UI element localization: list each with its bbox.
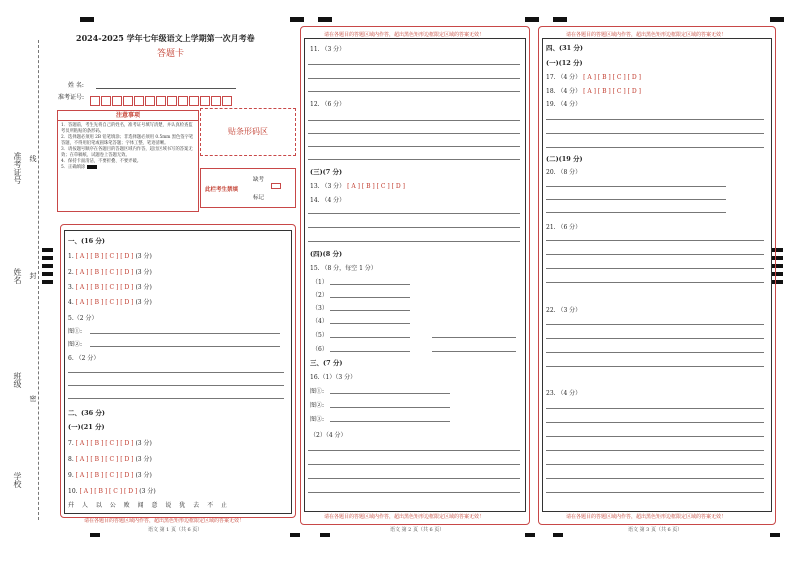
answer-line[interactable] (546, 147, 764, 148)
column2-inner (304, 38, 526, 512)
absent-mark-2: 标记 (253, 195, 265, 201)
alignment-mark (290, 533, 300, 537)
label-line: 线 (29, 155, 37, 162)
q21: 21. （6 分） (546, 224, 582, 231)
q16-img3: 图③: (310, 416, 325, 423)
answer-line[interactable] (432, 351, 516, 352)
label-exam-no: 准考证号 (13, 152, 22, 184)
section-3: (三)(7 分) (310, 168, 343, 176)
answer-line[interactable] (546, 492, 764, 493)
label-school: 学校 (13, 472, 22, 488)
blank-2: （2） (312, 292, 328, 299)
answer-line[interactable] (546, 240, 764, 241)
q5-img1: 图①: (68, 328, 83, 335)
q17[interactable]: 17. （4 分） [ A ] [ B ] [ C ] [ D ] (546, 74, 641, 81)
absent-label: 此栏考生禁填 (205, 187, 239, 193)
notes-title: 注意事项 (58, 111, 198, 121)
blank-3: （3） (312, 305, 328, 312)
q16-img1: 图①: (310, 388, 325, 395)
q3[interactable]: 3. [ A ] [ B ] [ C ] [ D ] (3 分) (68, 284, 152, 291)
alignment-mark (770, 17, 784, 22)
alignment-mark (90, 533, 100, 537)
q5-img2: 图②: (68, 341, 83, 348)
alignment-mark (42, 248, 53, 252)
alignment-mark (42, 264, 53, 268)
column3-inner (542, 38, 772, 512)
answer-line[interactable] (546, 436, 764, 437)
label-class: 班级 (13, 372, 22, 388)
id-label: 准考证号: (58, 94, 85, 101)
answer-line[interactable] (546, 450, 764, 451)
answer-line[interactable] (308, 64, 520, 65)
barcode-label: 贴条形码区 (228, 127, 268, 136)
footer-3: 语文 第 3 页（共 6 页） (628, 527, 683, 533)
answer-line[interactable] (546, 282, 764, 283)
answer-line[interactable] (330, 297, 410, 298)
section-6-sub1: (一)(12 分) (546, 59, 583, 67)
answer-line[interactable] (90, 346, 280, 347)
answer-line[interactable] (546, 422, 764, 423)
q7[interactable]: 7. [ A ] [ B ] [ C ] [ D ] (3 分) (68, 440, 152, 447)
section-1: 一、(16 分) (68, 237, 105, 245)
answer-line[interactable] (546, 464, 764, 465)
label-name: 姓名 (13, 268, 22, 284)
q16: 16.（1）（3 分） (310, 374, 357, 381)
alignment-mark (42, 280, 53, 284)
alignment-mark (318, 17, 332, 22)
warning-1: 请在各题目的答题区域内作答，超出黑色矩形边框限定区域的答案无效！ (84, 518, 245, 524)
q5: 5.（2 分） (68, 315, 98, 322)
answer-line[interactable] (68, 372, 284, 373)
answer-line[interactable] (546, 268, 764, 269)
answer-line[interactable] (546, 408, 764, 409)
note-item: 2．选择题必须用 2B 铅笔填涂；非选择题必须用 0.5mm 黑色签字笔答题，不得用铅笔或圆珠笔答题；字体工整、笔迹清晰。 (61, 135, 194, 146)
section-6: 四、(31 分) (546, 44, 583, 52)
name-label: 姓 名: (68, 82, 84, 89)
answer-line[interactable] (546, 324, 764, 325)
warning-2a: 请在各题目的答题区域内作答，超出黑色矩形边框限定区域的答案无效！ (324, 32, 485, 38)
note-item: 3．请按题号顺序在各题目的答题区域内作答，超出区域书写的答案无效；在草稿纸、试题卷上答题无效。 (61, 147, 193, 158)
q13[interactable]: 13. （3 分） [ A ] [ B ] [ C ] [ D ] (310, 183, 405, 190)
q2[interactable]: 2. [ A ] [ B ] [ C ] [ D ] (3 分) (68, 269, 152, 276)
answer-line[interactable] (308, 478, 520, 479)
warning-2b: 请在各题目的答题区域内作答，超出黑色矩形边框限定区域的答案无效！ (324, 514, 485, 520)
absent-box (200, 168, 296, 208)
alignment-mark (770, 533, 780, 537)
answer-line[interactable] (546, 186, 726, 187)
q20: 20. （8 分） (546, 169, 582, 176)
page-title: 2024-2025 学年七年级语文上学期第一次月考卷 (76, 33, 255, 43)
page-subtitle: 答题卡 (157, 49, 185, 59)
note-item: 4．保持卡面清洁，不要折叠、不要弄破。 (61, 159, 142, 164)
answer-line[interactable] (330, 421, 450, 422)
section-2-sub1: (一)(21 分) (68, 423, 105, 431)
answer-line[interactable] (330, 351, 410, 352)
section-4: (四)(8 分) (310, 250, 343, 258)
answer-line[interactable] (546, 352, 764, 353)
q23: 23. （4 分） (546, 390, 582, 397)
q8[interactable]: 8. [ A ] [ B ] [ C ] [ D ] (3 分) (68, 456, 152, 463)
section-6-sub2: (二)(19 分) (546, 155, 583, 163)
alignment-mark (42, 272, 53, 276)
q16-img2: 图②: (310, 402, 325, 409)
answer-line[interactable] (68, 385, 284, 386)
absent-checkbox[interactable] (271, 183, 281, 189)
answer-line[interactable] (432, 337, 516, 338)
q9[interactable]: 9. [ A ] [ B ] [ C ] [ D ] (3 分) (68, 472, 152, 479)
q1[interactable]: 1. [ A ] [ B ] [ C ] [ D ] (3 分) (68, 253, 152, 260)
id-boxes[interactable] (90, 90, 233, 109)
filled-example-icon (87, 165, 97, 169)
answer-line[interactable] (308, 120, 520, 121)
answer-line[interactable] (330, 407, 450, 408)
q12: 12. （6 分） (310, 101, 346, 108)
blank-4: （4） (312, 318, 328, 325)
answer-line[interactable] (308, 146, 520, 147)
alignment-mark (42, 256, 53, 260)
answer-line[interactable] (308, 492, 520, 493)
q19: 19. （4 分） (546, 101, 582, 108)
q10-options[interactable]: 10. [ A ] [ B ] [ C ] [ D ] (3 分) (68, 488, 156, 495)
q14: 14. （4 分） (310, 197, 346, 204)
alignment-mark (290, 17, 304, 22)
warning-3b: 请在各题目的答题区域内作答，超出黑色矩形边框限定区域的答案无效！ (566, 514, 727, 520)
answer-line[interactable] (308, 159, 520, 160)
absent-mark-1: 缺考 (253, 177, 265, 183)
name-field[interactable] (96, 88, 236, 89)
q16b: （2）（4 分） (310, 432, 347, 439)
answer-line[interactable] (330, 310, 410, 311)
note-item: 5．正确填涂 (61, 165, 195, 171)
answer-line[interactable] (308, 227, 520, 228)
barcode-area (200, 108, 296, 156)
notes-list (61, 123, 195, 171)
section-2: 二、(36 分) (68, 409, 105, 417)
q10-chars: 幷 人 以 公 败 闻 意 说 犹 去 不 止 (68, 502, 230, 509)
answer-line[interactable] (308, 213, 520, 214)
section-5: 三、(7 分) (310, 359, 343, 367)
alignment-mark (525, 533, 535, 537)
answer-line[interactable] (546, 366, 764, 367)
blank-1: （1） (312, 279, 328, 286)
notes-box (57, 110, 199, 212)
answer-line[interactable] (546, 254, 764, 255)
footer-2: 语文 第 2 页（共 6 页） (390, 527, 445, 533)
answer-line[interactable] (308, 133, 520, 134)
q6: 6. （2 分） (68, 355, 100, 362)
label-secret: 密 (29, 395, 37, 402)
answer-line[interactable] (90, 333, 280, 334)
answer-line[interactable] (308, 450, 520, 451)
answer-line[interactable] (68, 398, 284, 399)
q11: 11. （3 分） (310, 46, 346, 53)
answer-line[interactable] (330, 337, 410, 338)
footer-1: 语文 第 1 页（共 6 页） (148, 527, 203, 533)
answer-line[interactable] (546, 119, 764, 120)
answer-line[interactable] (308, 464, 520, 465)
note-item: 1．答题前，考生先将自己的姓名，准考证号填写清楚，并认真检查监考员所粘贴的条形码。 (61, 123, 193, 134)
q22: 22. （3 分） (546, 307, 582, 314)
answer-line[interactable] (330, 393, 450, 394)
answer-line[interactable] (308, 91, 520, 92)
alignment-mark (80, 17, 94, 22)
q4[interactable]: 4. [ A ] [ B ] [ C ] [ D ] (3 分) (68, 299, 152, 306)
alignment-mark (553, 533, 563, 537)
q15: 15. （8 分，每空 1 分） (310, 265, 377, 272)
alignment-mark (525, 17, 539, 22)
label-seal: 封 (29, 272, 37, 279)
answer-line[interactable] (546, 199, 726, 200)
answer-line[interactable] (546, 133, 764, 134)
answer-line[interactable] (546, 338, 764, 339)
blank-6: （6） (312, 346, 328, 353)
alignment-mark (320, 533, 330, 537)
answer-line[interactable] (330, 323, 410, 324)
binding-line (38, 40, 39, 520)
answer-line[interactable] (330, 284, 410, 285)
answer-line[interactable] (546, 478, 764, 479)
answer-line[interactable] (308, 241, 520, 242)
alignment-mark (553, 17, 567, 22)
q18[interactable]: 18. （4 分） [ A ] [ B ] [ C ] [ D ] (546, 88, 641, 95)
warning-3a: 请在各题目的答题区域内作答，超出黑色矩形边框限定区域的答案无效！ (566, 32, 727, 38)
answer-line[interactable] (546, 212, 726, 213)
blank-5: （5） (312, 332, 328, 339)
answer-line[interactable] (308, 78, 520, 79)
